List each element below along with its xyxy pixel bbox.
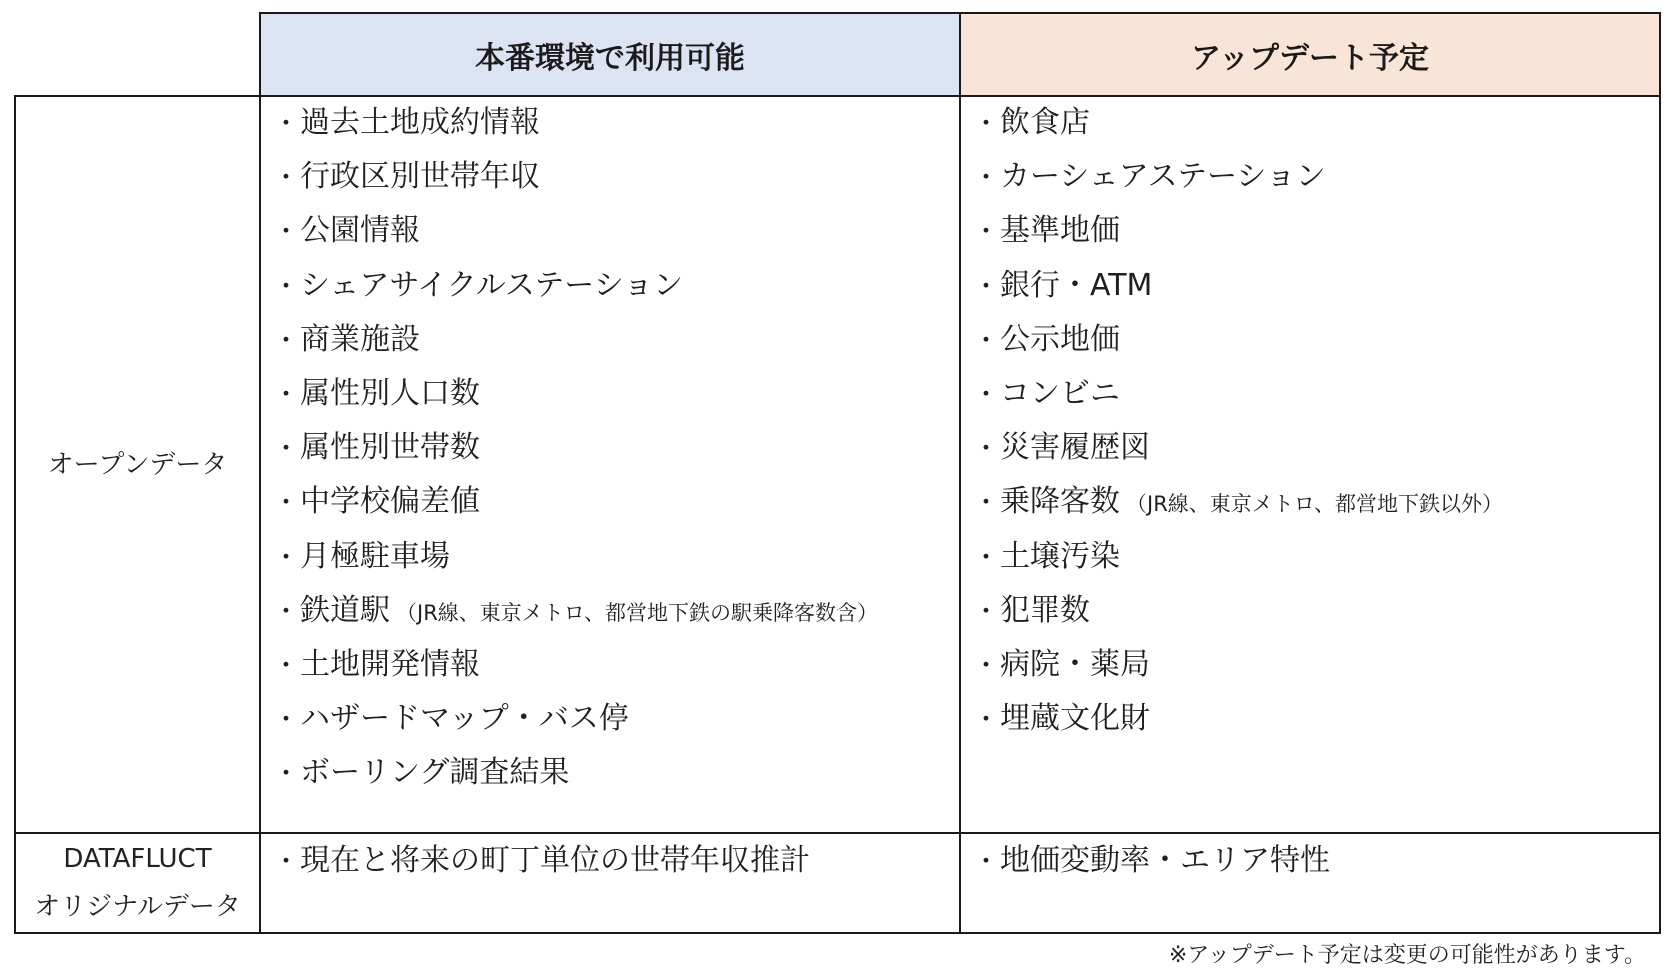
grid-line-right [1659, 12, 1661, 934]
grid-line-bottom [14, 932, 1661, 934]
bullet: ・ [972, 650, 999, 681]
list-item: ・ハザードマップ・バス停 [272, 692, 878, 746]
list-item: ・月極駐車場 [272, 530, 878, 584]
bullet: ・ [272, 379, 299, 410]
bullet: ・ [972, 596, 999, 627]
original-data-planned-list [972, 834, 1330, 888]
bullet: ・ [272, 650, 299, 681]
list-item: ・過去土地成約情報 [272, 96, 878, 150]
header-planned-label: アップデート予定 [1191, 41, 1429, 76]
bullet: ・ [972, 434, 999, 465]
list-item: ・属性別人口数 [272, 367, 878, 421]
bullet: ・ [272, 325, 299, 356]
list-item: ・カーシェアステーション [972, 150, 1503, 204]
list-item: ・コンビニ [972, 367, 1503, 421]
list-item: ・病院・薬局 [972, 638, 1503, 692]
bullet: ・ [972, 488, 999, 519]
bullet: ・ [972, 325, 999, 356]
bullet: ・ [272, 271, 299, 302]
row-label-line: オープンデータ [47, 449, 228, 480]
list-item: ・基準地価 [972, 204, 1503, 258]
list-item: ・公園情報 [272, 204, 878, 258]
bullet: ・ [272, 847, 299, 877]
list-item: ・銀行・ATM [972, 259, 1503, 313]
list-item: ・犯罪数 [972, 584, 1503, 638]
grid-line-label-col [259, 12, 261, 934]
header-available [260, 14, 960, 96]
list-item: ・行政区別世帯年収 [272, 150, 878, 204]
list-item: ・公示地価 [972, 313, 1503, 367]
grid-line-row-divider [14, 832, 1661, 834]
bullet: ・ [972, 271, 999, 302]
row-label-original-data [16, 834, 259, 932]
row-label-line: DATAFLUCT [63, 844, 212, 874]
list-item: ・埋蔵文化財 [972, 692, 1503, 746]
list-item: ・地価変動率・エリア特性 [972, 834, 1330, 888]
list-item: ・現在と将来の町丁単位の世帯年収推計 [272, 834, 810, 888]
open-data-planned-list [972, 96, 1503, 746]
bullet: ・ [972, 847, 999, 877]
bullet: ・ [972, 109, 999, 139]
bullet: ・ [972, 379, 999, 410]
item-note: （JR線、東京メトロ、都営地下鉄以外） [1126, 492, 1503, 517]
list-item: ・土壌汚染 [972, 530, 1503, 584]
bullet: ・ [972, 163, 999, 194]
bullet: ・ [972, 217, 999, 248]
header-planned [960, 14, 1660, 96]
header-available-label: 本番環境で利用可能 [475, 41, 745, 76]
list-item: ・商業施設 [272, 313, 878, 367]
row-label-line: オリジナルデータ [34, 892, 241, 922]
bullet: ・ [972, 542, 999, 573]
bullet: ・ [972, 705, 999, 736]
open-data-available-list [272, 96, 878, 800]
bullet: ・ [272, 705, 299, 736]
list-item: ・鉄道駅 （JR線、東京メトロ、都営地下鉄の駅乗降客数含） [272, 584, 878, 638]
bullet: ・ [272, 488, 299, 519]
list-item: ・災害履歴図 [972, 421, 1503, 475]
list-item: ・シェアサイクルステーション [272, 259, 878, 313]
list-item: ・飲食店 [972, 96, 1503, 150]
list-item: ・乗降客数 （JR線、東京メトロ、都営地下鉄以外） [972, 475, 1503, 529]
list-item: ・属性別世帯数 [272, 421, 878, 475]
row-label-open-data [16, 97, 259, 832]
list-item: ・ボーリング調査結果 [272, 746, 878, 800]
original-data-available-list [272, 834, 810, 888]
list-item: ・中学校偏差値 [272, 475, 878, 529]
footnote: ※アップデート予定は変更の可能性があります。 [1168, 943, 1646, 968]
list-item: ・土地開発情報 [272, 638, 878, 692]
bullet: ・ [272, 596, 299, 627]
bullet: ・ [272, 434, 299, 465]
item-note: （JR線、東京メトロ、都営地下鉄の駅乗降客数含） [396, 600, 878, 625]
bullet: ・ [272, 217, 299, 248]
bullet: ・ [272, 542, 299, 573]
grid-line-middle [959, 12, 961, 934]
bullet: ・ [272, 109, 299, 139]
bullet: ・ [272, 759, 299, 790]
bullet: ・ [272, 163, 299, 194]
